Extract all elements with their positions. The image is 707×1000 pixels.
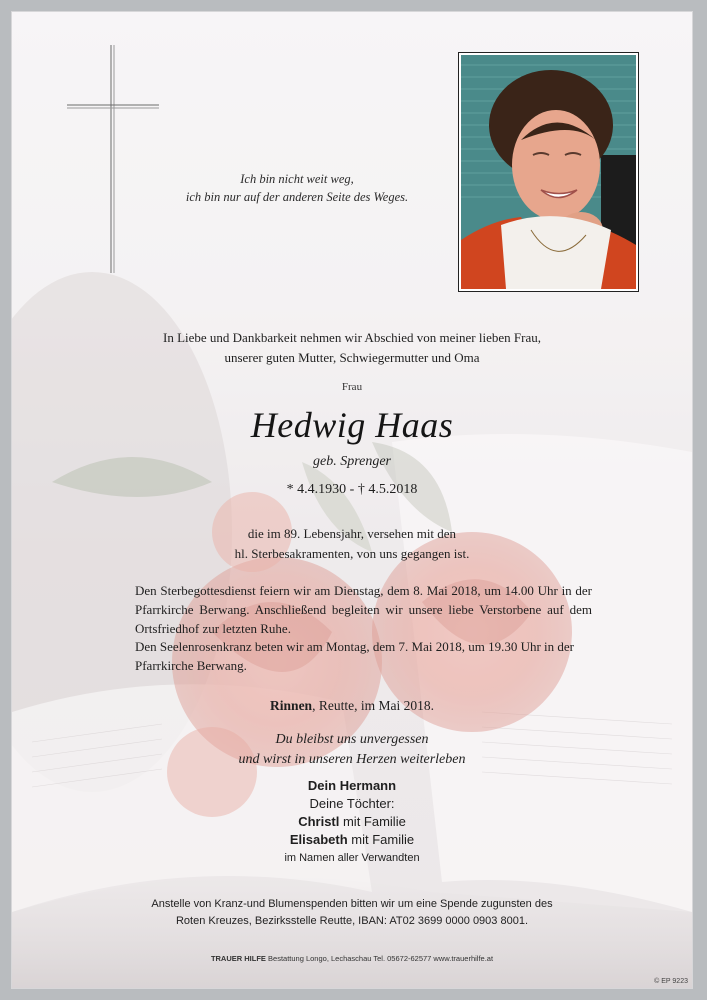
salutation: Frau — [341, 381, 363, 393]
deceased-line-2: hl. Sterbesakramenten, von uns gegangen ist. — [234, 546, 470, 561]
maiden-name: geb. Sprenger — [312, 454, 392, 469]
place-rest: , Reutte, im Mai 2018. — [312, 698, 434, 713]
place-date — [12, 698, 692, 714]
footer-brand: TRAUER HILFE — [210, 954, 266, 963]
daughters-label: Deine Töchter: — [309, 796, 395, 811]
donation-line-2: Roten Kreuzes, Bezirksstelle Reutte, IBAN: AT02 3699 0000 0903 8001. — [175, 915, 528, 927]
relatives-text: im Namen aller Verwandten — [284, 852, 420, 864]
rosary-text: Den Seelenrosenkranz beten wir am Montag, dem 7. Mai 2018, um 19.30 Uhr in der Pfarrkirche Berwang. — [135, 639, 575, 673]
portrait-photo — [458, 52, 639, 292]
donation-text — [12, 896, 692, 930]
donation-line-1: Anstelle von Kranz-und Blumenspenden bitten wir um eine Spende zugunsten des — [151, 898, 553, 910]
intro-line-1: In Liebe und Dankbarkeit nehmen wir Abschied von meiner lieben Frau, — [163, 330, 541, 345]
intro-line-2: unserer guten Mutter, Schwiegermutter und Oma — [224, 350, 480, 365]
husband-name: Dein Hermann — [307, 778, 397, 793]
daughter-2-suffix: mit Familie — [347, 832, 415, 847]
place-town: Rinnen — [270, 698, 313, 713]
farewell-line-2: und wirst in unseren Herzen weiterleben — [238, 752, 466, 767]
life-dates: * 4.4.1930 - † 4.5.2018 — [286, 482, 418, 497]
deceased-name: Hedwig Haas — [250, 405, 454, 445]
footer — [12, 954, 692, 963]
portrait-image — [461, 55, 636, 289]
cross-icon — [67, 45, 159, 273]
family-signatures — [12, 777, 692, 867]
farewell-line-1: Du bleibst uns unvergessen — [275, 732, 429, 747]
funeral-service-text: Den Sterbegottesdienst feiern wir am Dienstag, dem 8. Mai 2018, um 14.00 Uhr in der Pfarrkirche Berwang. Anschließend begleiten wir unsere liebe Verstorbene auf dem Ortsfriedhof zur letzten Ruhe. — [135, 583, 592, 636]
print-code: © EP 9223 — [654, 978, 688, 985]
deceased-text — [12, 524, 692, 564]
daughter-1-suffix: mit Familie — [339, 814, 406, 829]
quote — [172, 170, 422, 206]
quote-line-1: Ich bin nicht weit weg, — [240, 172, 354, 186]
quote-line-2: ich bin nur auf der anderen Seite des Weges. — [185, 190, 409, 204]
daughter-1-name: Christl — [298, 814, 340, 829]
obituary-card — [11, 11, 693, 989]
intro-text — [12, 328, 692, 368]
farewell-text — [12, 730, 692, 770]
daughter-2-name: Elisabeth — [289, 832, 348, 847]
footer-text: Bestattung Longo, Lechaschau Tel. 05672-62577 www.trauerhilfe.at — [265, 954, 494, 963]
deceased-line-1: die im 89. Lebensjahr, versehen mit den — [247, 526, 457, 541]
